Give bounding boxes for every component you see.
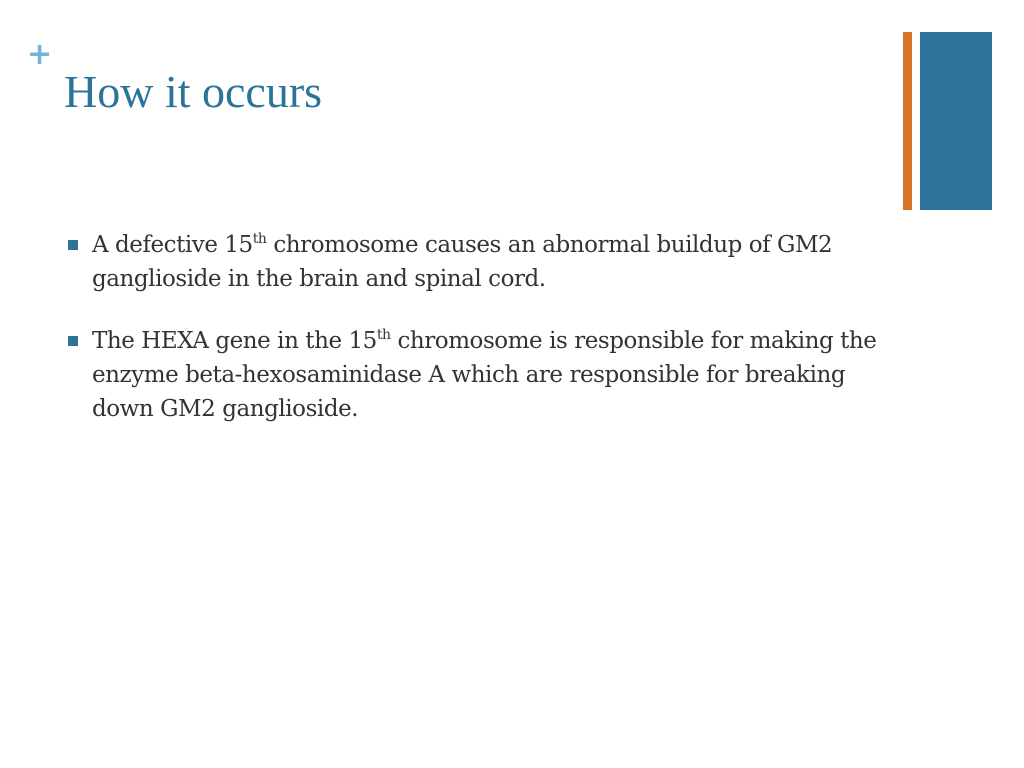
bullet-text-end: chromosome causes an abnormal buildup of GM2 ganglioside in the brain and spinal cord.: [92, 232, 833, 292]
superscript: th: [376, 327, 391, 343]
square-bullet-icon: [68, 336, 78, 346]
slide-title: How it occurs: [64, 66, 323, 117]
bullet-text-start: A defective 15: [92, 232, 253, 258]
bullet-list: [68, 228, 888, 454]
bullet-text-end: chromosome is responsible for making the enzyme beta-hexosaminidase A which are responsible for breaking down GM2 ganglioside.: [92, 328, 877, 422]
bullet-text-start: The HEXA gene in the 15: [92, 328, 377, 354]
accent-bar-orange: [903, 32, 912, 210]
bullet-item: [68, 324, 888, 426]
accent-block-blue: [920, 32, 992, 210]
square-bullet-icon: [68, 240, 78, 250]
superscript: th: [252, 231, 267, 247]
bullet-item: [68, 228, 888, 296]
plus-icon: +: [27, 37, 53, 72]
